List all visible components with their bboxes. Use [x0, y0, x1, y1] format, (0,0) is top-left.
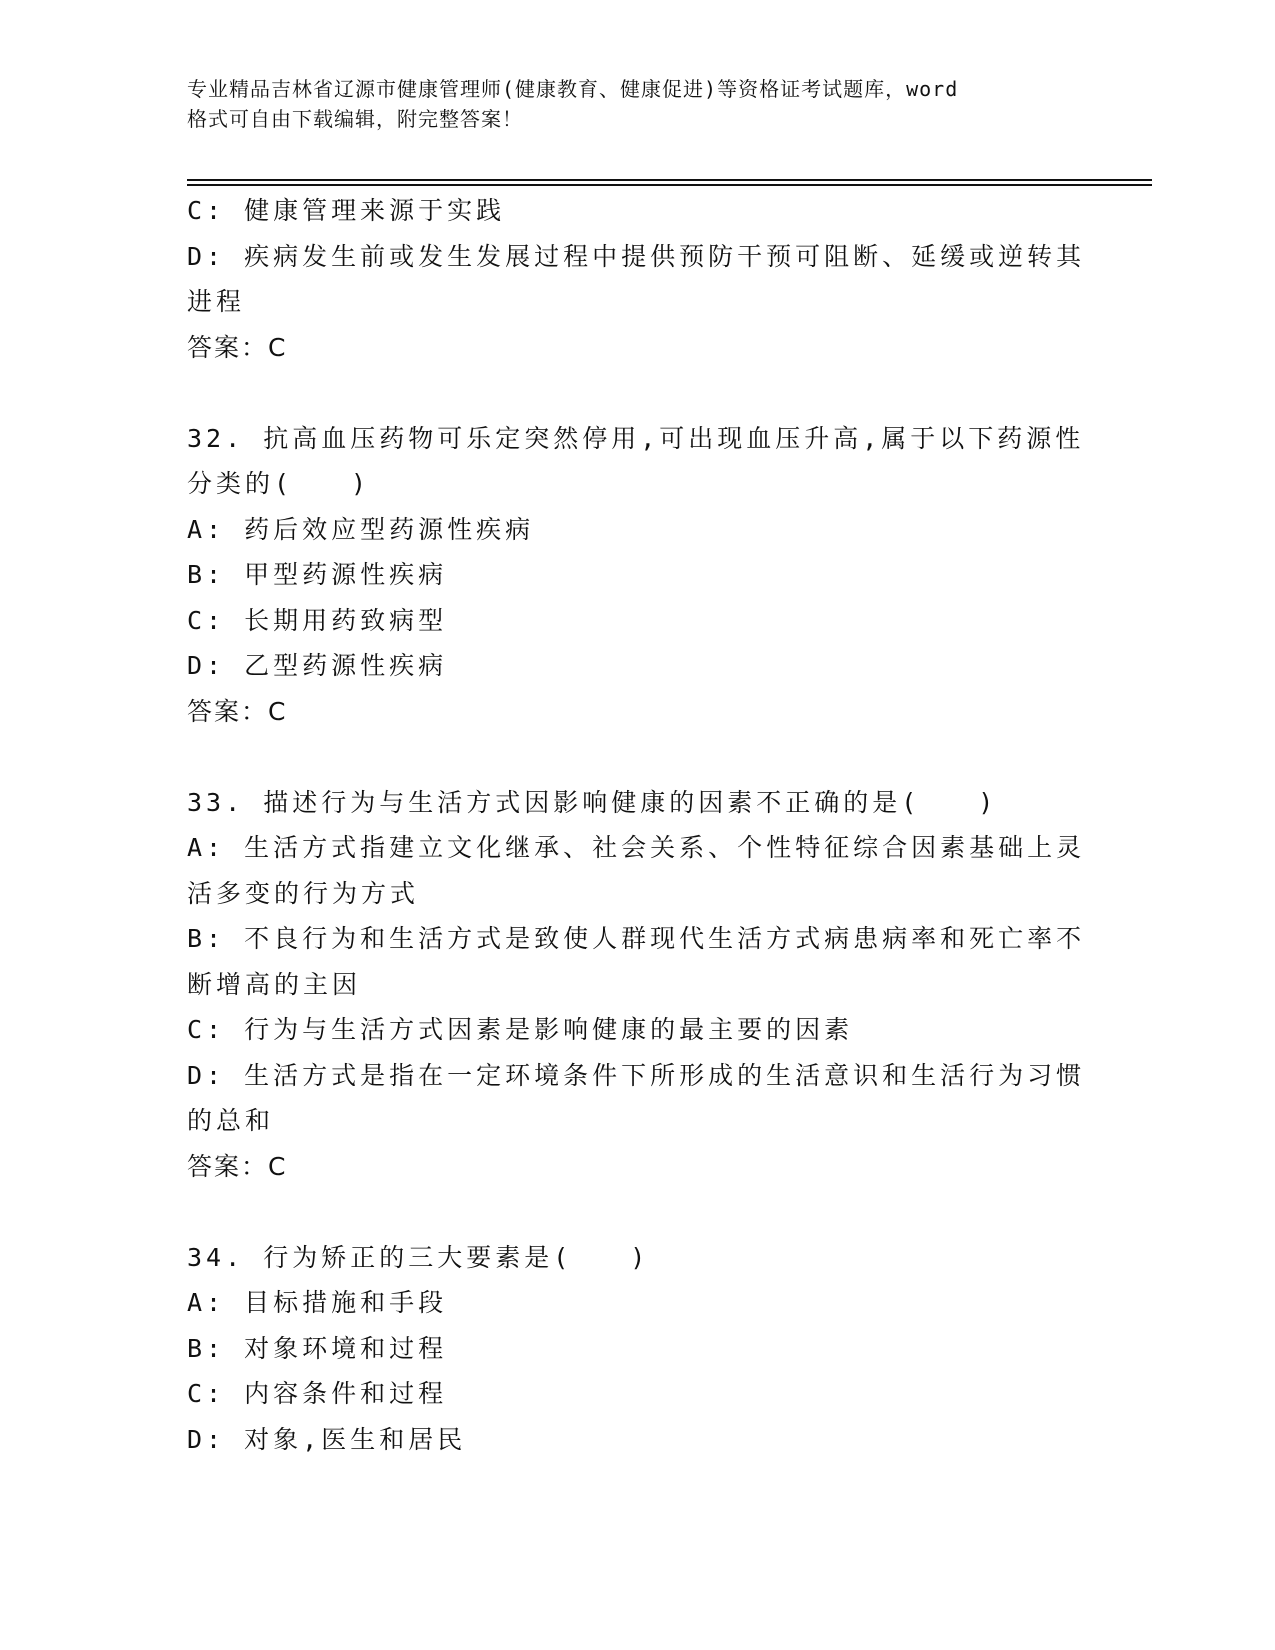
option-d-continued: 进程 [187, 287, 246, 316]
question-stem: 34. 行为矫正的三大要素是( ) [187, 1242, 650, 1272]
option-b-continued: 断增高的主因 [187, 969, 362, 999]
option-a: A: 药后效应型药源性疾病 [187, 514, 535, 544]
option-d-continued: 的总和 [187, 1106, 275, 1135]
option-a: A: 目标措施和手段 [187, 1288, 448, 1317]
answer: 答案：C [187, 696, 288, 726]
answer: 答案：C [187, 1151, 288, 1181]
option-b: B: 对象环境和过程 [187, 1333, 448, 1363]
header-line-1: 专业精品吉林省辽源市健康管理师(健康教育、健康促进)等资格证考试题库，word [187, 77, 959, 101]
question-32 [187, 416, 1087, 735]
option-c: C: 健康管理来源于实践 [187, 196, 506, 225]
option-a-continued: 活多变的行为方式 [187, 878, 420, 908]
option-c: C: 行为与生活方式因素是影响健康的最主要的因素 [187, 1015, 854, 1044]
question-33 [187, 780, 1087, 1190]
spacer [187, 734, 1087, 780]
question-stem: 32. 抗高血压药物可乐定突然停用,可出现血压升高,属于以下药源性 [187, 423, 1085, 453]
option-d: D: 乙型药源性疾病 [187, 651, 448, 680]
question-stem-continued: 分类的( ) [187, 469, 371, 498]
option-d: D: 生活方式是指在一定环境条件下所形成的生活意识和生活行为习惯 [187, 1060, 1086, 1090]
option-d: D: 疾病发生前或发生发展过程中提供预防干预可阻断、延缓或逆转其 [187, 241, 1086, 271]
option-c: C: 内容条件和过程 [187, 1379, 448, 1408]
option-a: A: 生活方式指建立文化继承、社会关系、个性特征综合因素基础上灵 [187, 833, 1086, 862]
question-34 [187, 1235, 1087, 1463]
question-stem: 33. 描述行为与生活方式因影响健康的因素不正确的是( ) [187, 787, 998, 817]
spacer [187, 1189, 1087, 1235]
option-b: B: 甲型药源性疾病 [187, 560, 448, 589]
question-list [187, 188, 1087, 1462]
option-d: D: 对象,医生和居民 [187, 1424, 467, 1454]
option-c: C: 长期用药致病型 [187, 605, 448, 635]
header-divider-bottom [187, 184, 1152, 186]
answer: 答案：C [187, 332, 288, 362]
header-line-2: 格式可自由下载编辑，附完整答案！ [187, 107, 523, 131]
option-b: B: 不良行为和生活方式是致使人群现代生活方式病患病率和死亡率不 [187, 924, 1086, 953]
page-header [187, 74, 1087, 134]
header-divider-top [187, 179, 1152, 181]
spacer [187, 370, 1087, 416]
question-31-continued [187, 188, 1087, 370]
